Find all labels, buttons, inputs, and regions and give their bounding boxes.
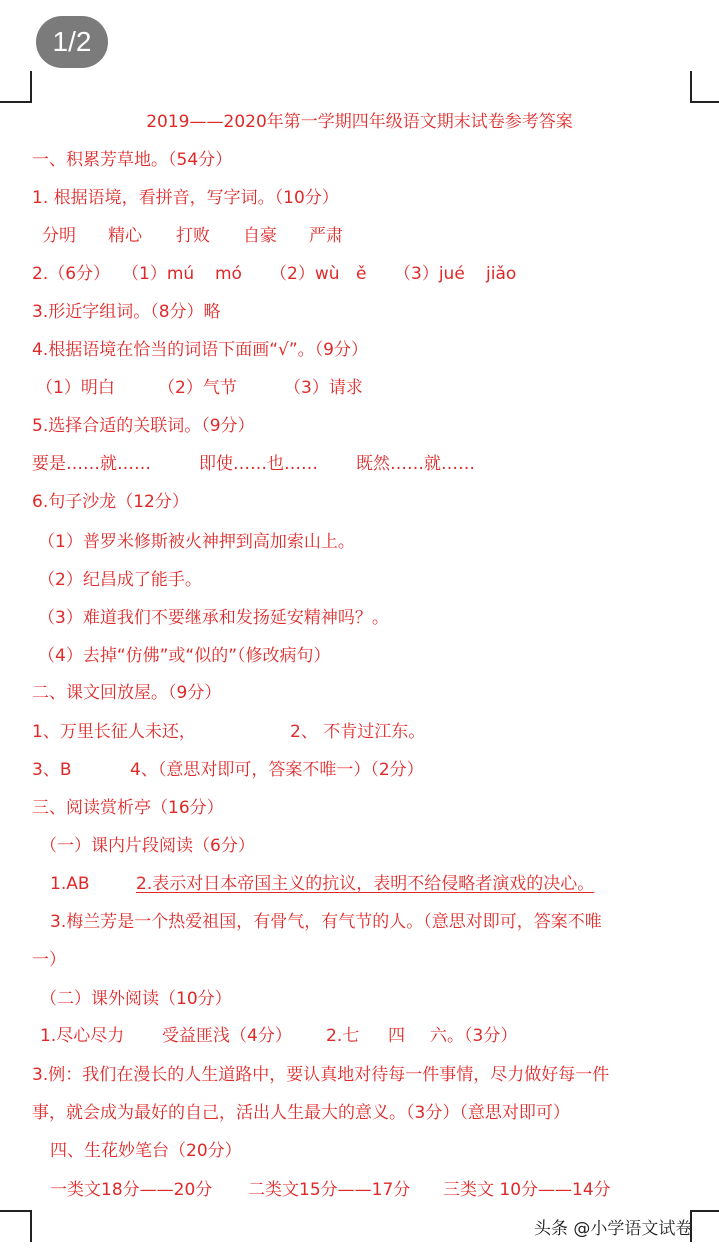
reading-part-1-answers	[50, 872, 594, 896]
underlined-answer: 2.表示对日本帝国主义的抗议，表明不给侵略者演戏的决心。	[136, 874, 595, 894]
section4-grades	[50, 1178, 611, 1202]
question-5: 5.选择合适的关联词。（9分）	[32, 416, 255, 436]
question-1: 1. 根据语境，看拼音，写字词。（10分）	[32, 188, 339, 208]
answer-word: 自豪	[243, 226, 277, 246]
answer-word: 分明	[42, 226, 76, 246]
answer-word: 精心	[108, 226, 142, 246]
pinyin-answer: ě	[356, 264, 367, 284]
answer-item: 4、（意思对即可，答案不唯一）（2分）	[130, 760, 424, 780]
question-2-label: 2.（6分）	[32, 264, 111, 284]
question-4-answers	[36, 376, 363, 400]
question-5-answers	[32, 452, 475, 476]
question-6-answer: （1）普罗米修斯被火神押到高加索山上。	[38, 532, 355, 552]
answer-item: 即使……也……	[199, 454, 318, 474]
section2-row2	[32, 758, 424, 782]
answer-item: 六。（3分）	[430, 1026, 518, 1046]
answer-item: 1.尽心尽力	[40, 1026, 125, 1046]
reading-part-1-answer-3: 3.梅兰芳是一个热爱祖国，有骨气，有气节的人。（意思对即可，答案不唯	[50, 912, 602, 932]
pinyin-answer: （3）jué	[394, 264, 465, 284]
answer-item: 要是……就……	[32, 454, 151, 474]
page-indicator: 1/2	[36, 16, 108, 68]
question-6-answer: （4）去掉“仿佛”或“似的”（修改病句）	[38, 646, 331, 666]
reading-part-2-heading: （二）课外阅读（10分）	[40, 989, 232, 1009]
crop-mark-top-left	[0, 71, 32, 103]
answer-item: 1、万里长征人未还，	[32, 722, 196, 742]
reading-part-2-answers	[40, 1024, 517, 1048]
section2-heading: 二、课文回放屋。（9分）	[32, 683, 222, 703]
answer-item: 2.七	[326, 1026, 360, 1046]
answer-word: 打败	[176, 226, 210, 246]
section3-heading: 三、阅读赏析亭（16分）	[32, 798, 224, 818]
section4-heading: 四、生花妙笔台（20分）	[50, 1141, 242, 1161]
grade-item: 二类文15分——17分	[248, 1180, 411, 1200]
reading-part-2-answer-3: 3.例：我们在漫长的人生道路中，要认真地对待每一件事情，尽力做好每一件	[32, 1065, 610, 1085]
pinyin-answer: mó	[215, 264, 242, 284]
section1-heading: 一、积累芳草地。（54分）	[32, 150, 233, 170]
answer-item: （1）明白	[36, 378, 115, 398]
answer-item: 2、 不肯过江东。	[290, 722, 426, 742]
crop-mark-bottom-left	[0, 1210, 32, 1242]
crop-mark-top-right	[690, 71, 719, 103]
question-6: 6.句子沙龙（12分）	[32, 492, 189, 512]
reading-part-1-heading: （一）课内片段阅读（6分）	[40, 836, 255, 856]
section2-row1	[32, 720, 425, 744]
question-1-answers	[42, 224, 343, 248]
pinyin-answer: （1）mú	[122, 264, 195, 284]
answer-item: 3、B	[32, 760, 72, 780]
watermark: 头条 @小学语文试卷	[534, 1219, 693, 1239]
pinyin-answer: jiǎo	[486, 264, 517, 284]
answer-word: 严肃	[309, 226, 343, 246]
reading-part-2-answer-3-cont: 事，就会成为最好的自己，活出人生最大的意义。（3分）（意思对即可）	[32, 1103, 570, 1123]
answer-item: 既然……就……	[356, 454, 475, 474]
document-title: 2019——2020年第一学期四年级语文期末试卷参考答案	[146, 112, 573, 132]
answer-item: 1.AB	[50, 874, 90, 894]
answer-item: 四	[388, 1026, 405, 1046]
crop-mark-bottom-right	[690, 1210, 719, 1242]
pinyin-answer: （2）wù	[270, 264, 340, 284]
answer-item: 受益匪浅（4分）	[162, 1026, 292, 1046]
question-4: 4.根据语境在恰当的词语下面画“√”。（9分）	[32, 340, 368, 360]
question-6-answer: （2）纪昌成了能手。	[38, 570, 202, 590]
reading-part-1-answer-3-cont: 一）	[32, 950, 66, 970]
grade-item: 一类文18分——20分	[50, 1180, 213, 1200]
grade-item: 三类文 10分——14分	[443, 1180, 611, 1200]
question-6-answer: （3）难道我们不要继承和发扬延安精神吗？。	[38, 608, 389, 628]
question-2	[32, 262, 516, 286]
answer-item: （2）气节	[158, 378, 237, 398]
answer-item: （3）请求	[284, 378, 363, 398]
question-3: 3.形近字组词。（8分）略	[32, 302, 221, 322]
